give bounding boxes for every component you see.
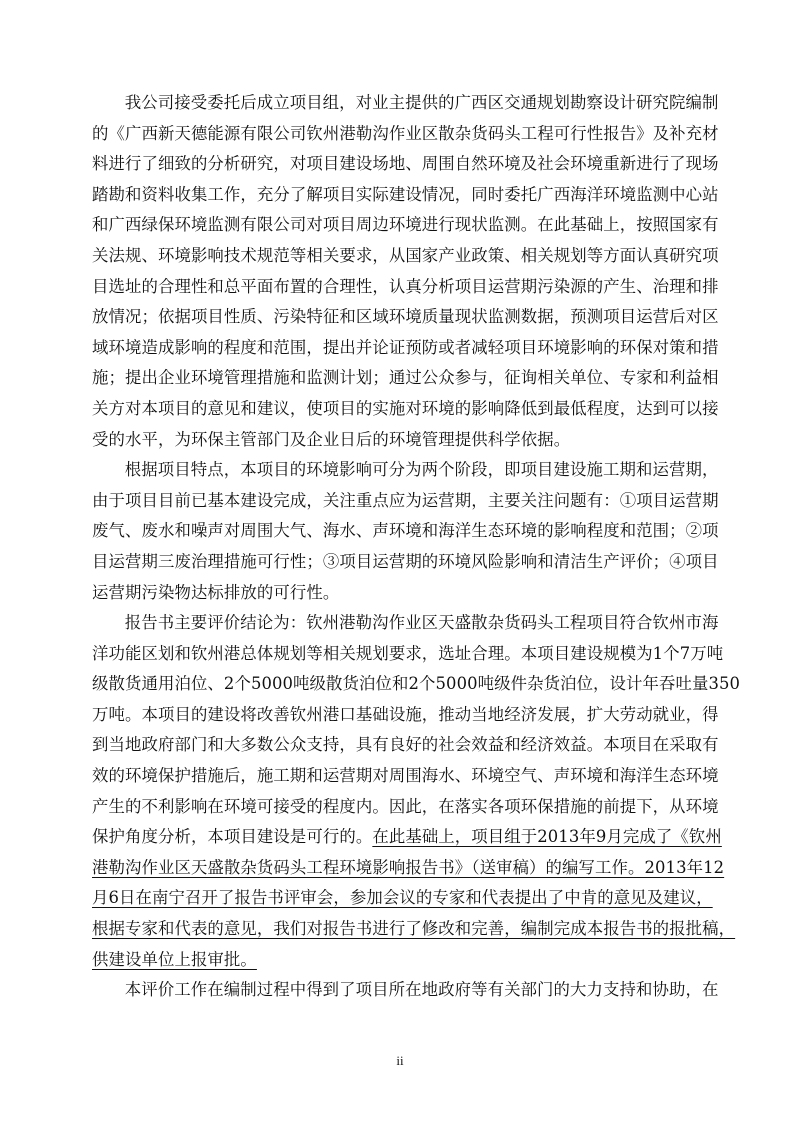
text-line: 踏勘和资料收集工作，充分了解项目实际建设情况，同时委托广西海洋环境监测中心站: [92, 184, 719, 204]
plain-text: 保护角度分析，本项目建设是可行的。: [92, 827, 373, 847]
text-line: 级散货通用泊位、2个5000吨级散货泊位和2个5000吨级件杂货泊位，设计年吞吐量350: [92, 674, 741, 694]
text-line: 施；提出企业环境管理措施和监测计划；通过公众参与，征询相关单位、专家和利益相: [92, 368, 719, 388]
text-line: 的《广西新天德能源有限公司钦州港勒沟作业区散杂货码头工程可行性报告》及补充材: [92, 123, 719, 143]
text-line: 本评价工作在编制过程中得到了项目所在地政府等有关部门的大力支持和协助，在: [124, 980, 719, 1000]
text-line: 关方对本项目的意见和建议，使项目的实施对环境的影响降低到最低程度，达到可以接: [92, 398, 719, 418]
underlined-text: 在此基础上，项目组于2013年9月完成了《钦州: [372, 827, 722, 847]
text-line: 目运营期三废治理措施可行性；③项目运营期的环境风险影响和清洁生产评价；④项目: [92, 551, 719, 571]
page-number: ii: [396, 1053, 404, 1068]
text-line: 废气、废水和噪声对周围大气、海水、声环境和海洋生态环境的影响程度和范围；②项: [92, 521, 719, 541]
text-line: 受的水平，为环保主管部门及企业日后的环境管理提供科学依据。: [92, 429, 571, 449]
text-line: 根据项目特点，本项目的环境影响可分为两个阶段，即项目建设施工期和运营期，: [124, 460, 719, 480]
text-line: 产生的不利影响在环境可接受的程度内。因此，在落实各项环保措施的前提下，从环境: [92, 796, 719, 816]
text-line: 目选址的合理性和总平面布置的合理性，认真分析项目运营期污染源的产生、治理和排: [92, 276, 719, 296]
underlined-line: 供建设单位上报审批。: [92, 949, 257, 969]
text-line: 我公司接受委托后成立项目组，对业主提供的广西区交通规划勘察设计研究院编制: [124, 93, 719, 112]
text-line: 洋功能区划和钦州港总体规划等相关规划要求，选址合理。本项目建设规模为1个7万吨: [92, 643, 724, 663]
text-line: [92, 822, 722, 853]
paragraph-3: [92, 608, 741, 975]
text-line: 万吨。本项目的建设将改善钦州港口基础设施，推动当地经济发展，扩大劳动就业，得: [92, 704, 719, 724]
paragraph-1: [92, 88, 719, 455]
text-line: 效的环境保护措施后，施工期和运营期对周围海水、环境空气、声环境和海洋生态环境: [92, 766, 719, 786]
text-line: 到当地政府部门和大多数公众支持，具有良好的社会效益和经济效益。本项目在采取有: [92, 735, 719, 755]
text-line: 料进行了细致的分析研究，对项目建设场地、周围自然环境及社会环境重新进行了现场: [92, 154, 719, 174]
paragraph-4: [92, 975, 719, 1006]
text-line: 域环境造成影响的程度和范围，提出并论证预防或者减轻项目环境影响的环保对策和措: [92, 337, 719, 357]
underlined-line: 港勒沟作业区天盛散杂货码头工程环境影响报告书》（送审稿）的编写工作。2013年12: [92, 857, 725, 877]
document-body: [92, 88, 741, 1006]
text-line: 运营期污染物达标排放的可行性。: [92, 582, 340, 602]
underlined-line: 月6日在南宁召开了报告书评审会，参加会议的专家和代表提出了中肯的意见及建议，: [92, 888, 713, 908]
text-line: 由于项目目前已基本建设完成，关注重点应为运营期，主要关注问题有：①项目运营期: [92, 490, 719, 510]
text-line: 放情况；依据项目性质、污染特征和区域环境质量现状监测数据，预测项目运营后对区: [92, 307, 719, 327]
text-line: 和广西绿保环境监测有限公司对项目周边环境进行现状监测。在此基础上，按照国家有: [92, 215, 719, 235]
underlined-line: 根据专家和代表的意见，我们对报告书进行了修改和完善，编制完成本报告书的报批稿，: [92, 919, 736, 939]
paragraph-2: [92, 455, 719, 608]
text-line: 报告书主要评价结论为：钦州港勒沟作业区天盛散杂货码头工程项目符合钦州市海: [124, 613, 719, 633]
text-line: 关法规、环境影响技术规范等相关要求，从国家产业政策、相关规划等方面认真研究项: [92, 245, 719, 265]
